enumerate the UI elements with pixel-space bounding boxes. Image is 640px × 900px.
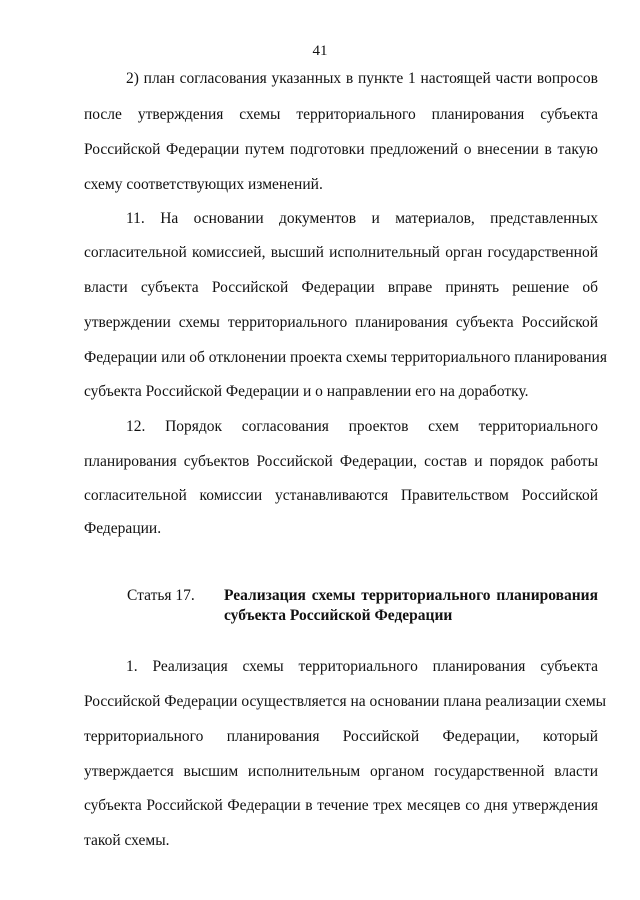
text-line: схему соответствующих изменений. — [84, 176, 323, 193]
article-title: Реализация схемы территориального планирования — [224, 587, 598, 604]
text-line: такой схемы. — [84, 832, 170, 849]
text-line: власти субъекта Российской Федерации вправе принять решение об — [84, 279, 598, 296]
text-line: 12. Порядок согласования проектов схем территориального — [126, 418, 598, 435]
text-line: согласительной комиссией, высший исполнительный орган государственной — [84, 244, 598, 261]
text-line: утверждается высшим исполнительным органом государственной власти — [84, 763, 598, 780]
text-line: территориального планирования Российской Федерации, который — [84, 728, 598, 745]
text-line: Российской Федерации путем подготовки предложений о внесении в такую — [84, 141, 598, 158]
text-line: Российской Федерации осуществляется на основании плана реализации схемы — [84, 693, 607, 710]
article-label: Статья 17. — [127, 587, 195, 604]
text-line: 1. Реализация схемы территориального планирования субъекта — [126, 658, 598, 675]
text-line: после утверждения схемы территориального планирования субъекта — [84, 106, 598, 123]
text-line: утверждении схемы территориального планирования субъекта Российской — [84, 314, 598, 331]
text-line: 2) план согласования указанных в пункте 1 настоящей части вопросов — [126, 70, 598, 87]
text-line: субъекта Российской Федерации в течение трех месяцев со дня утверждения — [84, 797, 598, 814]
text-line: субъекта Российской Федерации и о направлении его на доработку. — [84, 383, 529, 400]
text-line: 11. На основании документов и материалов, представленных — [126, 210, 598, 227]
text-line: Федерации или об отклонении проекта схемы территориального планирования — [84, 349, 607, 366]
text-line: согласительной комиссии устанавливаются Правительством Российской — [84, 487, 598, 504]
page-number: 41 — [312, 43, 328, 59]
text-line: планирования субъектов Российской Федерации, состав и порядок работы — [84, 453, 598, 470]
article-title-continued: субъекта Российской Федерации — [224, 607, 453, 624]
text-line: Федерации. — [84, 520, 162, 537]
